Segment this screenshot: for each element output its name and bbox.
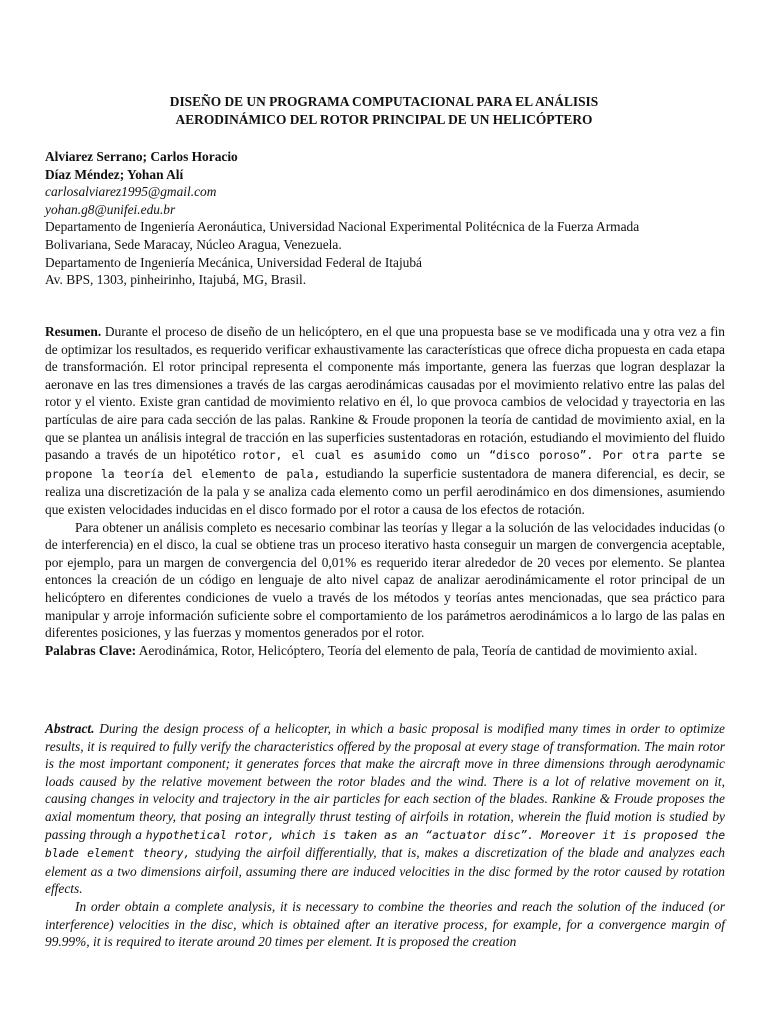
resumen-text-mono: rotor, el cual es asumido como un “disco poroso”. Por otra parte se propone la teoría del elemento de pala, xyxy=(45,448,725,481)
keywords-text: Aerodinámica, Rotor, Helicóptero, Teoría del elemento de pala, Teoría de cantidad de movimiento axial. xyxy=(138,642,698,658)
abstract-paragraph-2: In order obtain a complete analysis, it is necessary to combine the theories and reach the solution of the induced (or interference) velocities in the disc, which is obtained after an iterative process, for example, for a convergence margin of 99.99%, it is required to iterate around 20 times per element. It is proposed the creation xyxy=(45,898,725,950)
affiliation-1-line-1: Departamento de Ingeniería Aeronáutica, Universidad Nacional Experimental Politécnica de la Fuerza Armada xyxy=(45,219,640,235)
title-line-2: AERODINÁMICO DEL ROTOR PRINCIPAL DE UN HELICÓPTERO xyxy=(175,112,593,127)
abstract-section xyxy=(45,720,725,951)
paper-title xyxy=(45,93,723,129)
resumen-section xyxy=(45,323,725,659)
affiliation-2-line-1: Departamento de Ingeniería Mecánica, Universidad Federal de Itajubá xyxy=(45,254,422,270)
author-2: Díaz Méndez; Yohan Alí xyxy=(45,166,184,182)
abstract-text-mono: hypothetical rotor, which is taken as an “actuator disc”. Moreover it is proposed the blade element theory, xyxy=(45,827,725,861)
author-1: Alviarez Serrano; Carlos Horacio xyxy=(45,149,238,164)
email-2: yohan.g8@unifei.edu.br xyxy=(45,201,176,217)
abstract-text-a: During the design process of a helicopter, in which a basic proposal is modified many times in order to optimize results, it is required to fully verify the characteristics offered by the proposal at every stage of transformation. The main rotor is the most important component; it generates forces that make the aircraft move in three dimensions through aerodynamic loads caused by the relative movement between the rotor blades and the wind. There is a lot of relative movement on it, causing changes in velocity and trajectory in the air particles for each section of the blades. Rankine & Froude proposes the axial momentum theory, that posing an integrally thrust testing of airfoils in rotation, wherein the fluid motion is studied by passing through a xyxy=(45,721,725,842)
resumen-label: Resumen. xyxy=(45,324,102,339)
abstract-paragraph-1 xyxy=(45,720,725,898)
abstract-text-b: studying the airfoil differentially, that is, makes a discretization of the blade and analyzes each element as a two dimensions airfoil, assuming there are induced velocities in the disc formed by the rotor caused by rotation effects. xyxy=(45,845,725,897)
resumen-paragraph-1 xyxy=(45,323,725,519)
resumen-paragraph-2: Para obtener un análisis completo es necesario combinar las teorías y llegar a la solución de las velocidades inducidas (o de interferencia) en el disco, la cual se obtiene tras un proceso iterativo hasta conseguir un margen de convergencia aceptable, por ejemplo, para un margen de convergencia del 0,01% es requerido iterar alrededor de 20 veces por elemento. Se plantea entonces la creación de un código en lenguaje de alto nivel capaz de analizar aerodinámicamente el rotor principal de un helicóptero en diferentes condiciones de vuelo a través de los métodos y teorías antes mencionadas, que sea práctico para manipular y arroje información suficiente sobre el comportamiento de los parámetros aerodinámicos a lo largo de las palas en diferentes posiciones, y las fuerzas y momentos generados por el rotor. xyxy=(45,519,725,641)
affiliation-2-line-2: Av. BPS, 1303, pinheirinho, Itajubá, MG, Brasil. xyxy=(45,272,307,288)
resumen-text-b: estudiando la superficie sustentadora de manera diferencial, es decir, se realiza una discretización de la pala y se analiza cada elemento como un perfil aerodinámico en dos dimensiones, asumiendo que existen velocidades inducidas en el disco formado por el rotor a causa de los efectos de rotación. xyxy=(45,465,725,517)
title-line-1: DISEÑO DE UN PROGRAMA COMPUTACIONAL PARA EL ANÁLISIS xyxy=(169,94,599,109)
resumen-text-a: Durante el proceso de diseño de un helicóptero, en el que una propuesta base se ve modificada una y otra vez a fin de optimizar los resultados, es requerido verificar exhaustivamente las características que ofrece dicha propuesta en cada etapa de transformación. El rotor principal representa el componente más importante, genera las fuerzas que logran desplazar la aeronave en las tres dimensiones a través de las cargas aerodinámicas causadas por el movimiento relativo entre las palas del rotor y el viento. Existe gran cantidad de movimiento relativo en él, lo que provoca cambios de velocidad y trayectoria en las partículas de aire para cada sección de las palas. Rankine & Froude proponen la teoría de cantidad de movimiento axial, en la que se plantea un análisis integral de tracción en las superficies sustentadoras en rotación, estudiando el movimiento del fluido pasando a través de un hipotético xyxy=(45,324,725,463)
abstract-label: Abstract. xyxy=(45,721,95,736)
keywords-paragraph xyxy=(45,642,725,660)
email-1: carlosalviarez1995@gmail.com xyxy=(45,184,217,200)
affiliation-1-line-2: Bolivariana, Sede Maracay, Núcleo Aragua, Venezuela. xyxy=(45,236,342,252)
author-block xyxy=(45,148,725,289)
keywords-label: Palabras Clave: xyxy=(45,642,137,658)
